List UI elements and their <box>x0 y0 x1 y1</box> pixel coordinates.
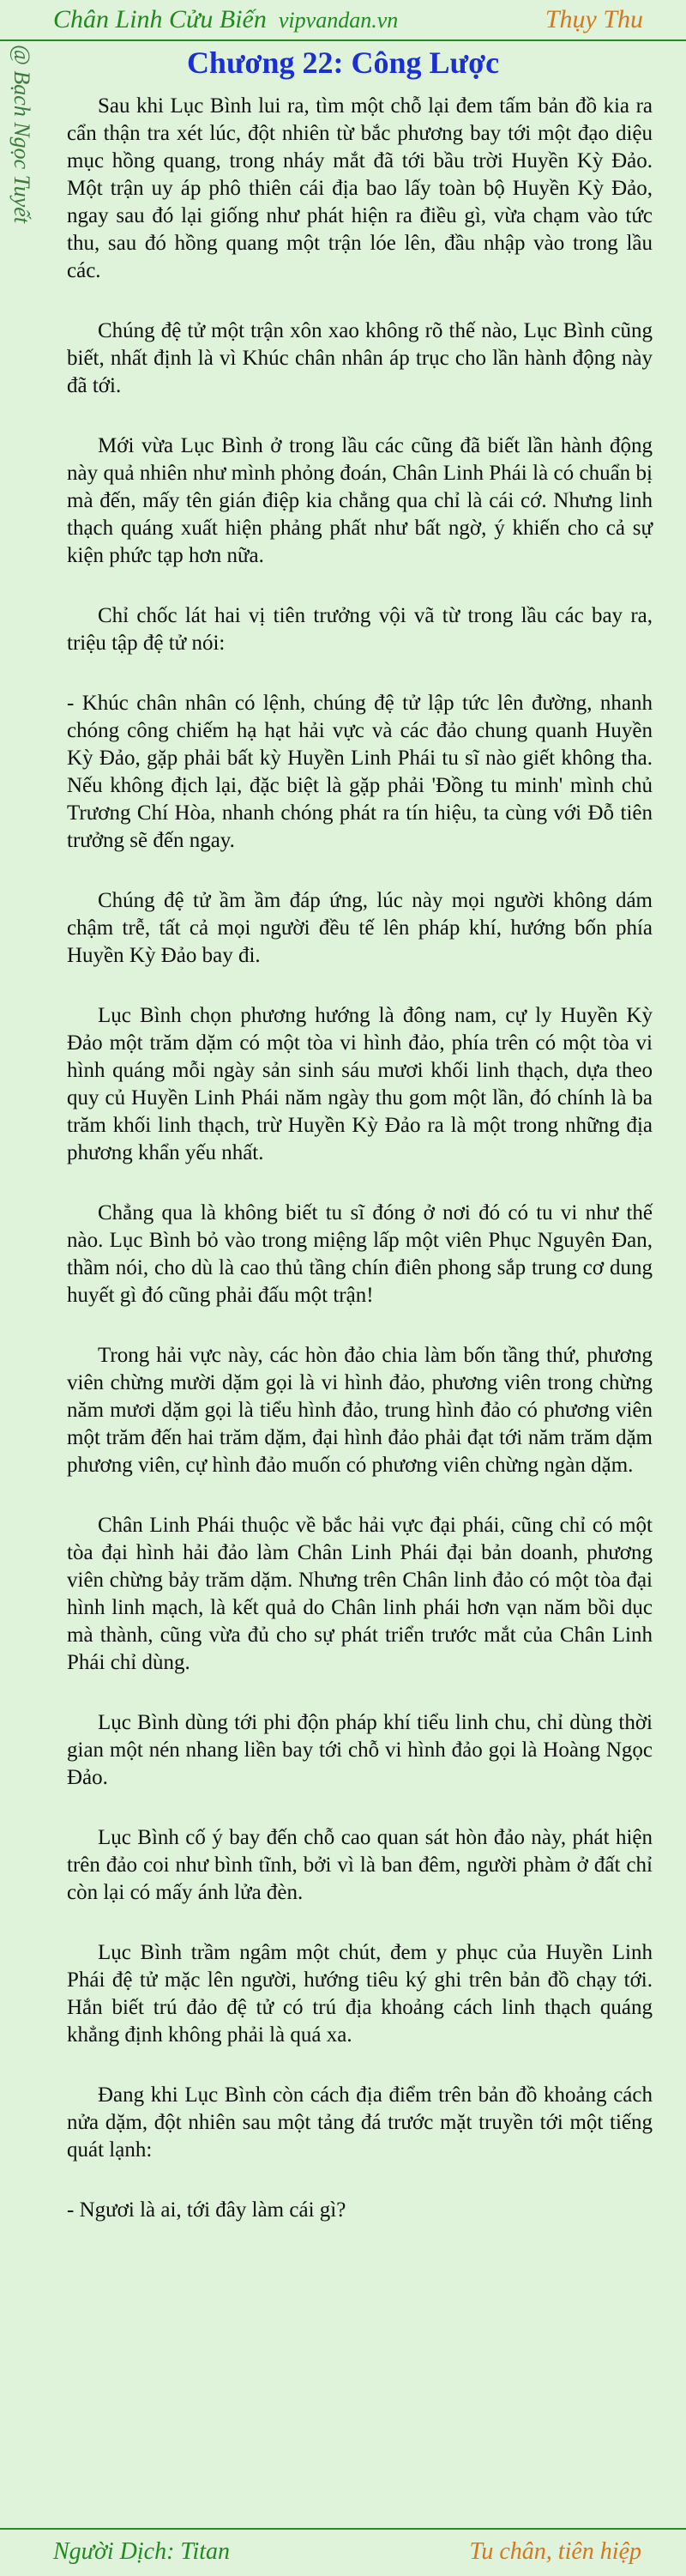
page-footer <box>0 2528 686 2576</box>
dialog-paragraph: - Khúc chân nhân có lệnh, chúng đệ tử lập tức lên đường, nhanh chóng công chiếm hạ hạt hải vực và các đảo chung quanh Huyền Kỳ Đảo, gặp phải bất kỳ Huyền Linh Phái tu sĩ nào giết không tha. Nếu không địch lại, đặc biệt là gặp phải 'Đồng tu minh' mình chủ Trương Chí Hòa, nhanh chóng phát ra tín hiệu, ta cùng với Đỗ tiên trưởng sẽ đến ngay. <box>67 692 653 852</box>
paragraph: Chân Linh Phái thuộc về bắc hải vực đại phái, cũng chỉ có một tòa đại hình hải đảo làm Chân Linh Phái đại bản doanh, phương viên chừng bảy trăm dặm. Nhưng trên Chân linh đảo có một tòa đại hình linh mạch, là kết quả do Chân linh phái hơn vạn năm bồi dục mà thành, cũng vừa đủ cho sự phát triển trước mắt của Chân Linh Phái chỉ dùng. <box>67 1514 653 1674</box>
book-title: Chân Linh Cửu Biến <box>53 5 267 33</box>
paragraph: Mới vừa Lục Bình ở trong lầu các cũng đã biết lần hành động này quả nhiên như mình phỏng đoán, Chân Linh Phái là có chuẩn bị mà đến, mấy tên gián điệp kia chẳng qua chỉ là cái cớ. Nhưng linh thạch quáng xuất hiện phảng phất như bất ngờ, ý khiến cho cả sự kiện phức tạp hơn nữa. <box>67 434 653 567</box>
paragraph: Chỉ chốc lát hai vị tiên trưởng vội vã từ trong lầu các bay ra, triệu tập đệ tử nói: <box>67 604 653 655</box>
chapter-title: Chương 22: Công Lược <box>186 45 500 80</box>
paragraph: Lục Bình chọn phương hướng là đông nam, cự ly Huyền Kỳ Đảo một trăm dặm có một tòa vi hình đảo, phía trên có một tòa vi hình quáng mỗi ngày sản sinh sáu mươi khối linh thạch, dựa theo quy củ Huyền Linh Phái năm ngày thu gom một lần, đó chính là ba trăm khối linh thạch, trừ Huyền Kỳ Đảo ra là một trong những địa phương khẩn yếu nhất. <box>67 1004 653 1164</box>
sidebar <box>3 45 38 2533</box>
paragraph: Chẳng qua là không biết tu sĩ đóng ở nơi đó có tu vi như thế nào. Lục Bình bỏ vào trong miệng lấp một viên Phục Nguyên Đan, thầm nói, cho dù là cao thủ tầng chín điên phong sắp trung cơ dung huyết gì đó cũng phải đấu một trận! <box>67 1201 653 1307</box>
paragraph: Trong hải vực này, các hòn đảo chia làm bốn tầng thứ, phương viên chừng mười dặm gọi là vi hình đảo, phương viên trong chừng năm mươi dặm gọi là tiểu hình đảo, trung hình đảo có phương viên một trăm đến hai trăm dặm, đại hình đảo phải đạt tới năm trăm dặm phương viên, cự hình đảo muốn có phương viên chừng ngàn dặm. <box>67 1344 653 1477</box>
paragraph: Lục Bình cố ý bay đến chỗ cao quan sát hòn đảo này, phát hiện trên đảo coi như bình tĩnh, bởi vì là ban đêm, người phàm ở đất chỉ còn lại có mấy ánh lửa đèn. <box>67 1826 653 1904</box>
genre-label: Tu chân, tiên hiệp <box>469 2538 641 2565</box>
header-left <box>53 5 398 34</box>
paragraph: Sau khi Lục Bình lui ra, tìm một chỗ lại đem tấm bản đồ kia ra cẩn thận tra xét lúc, đột nhiên từ bắc phương bay tới một đạo diệu mục hồng quang, trong nháy mắt đã tới bầu trời Huyền Kỳ Đảo. Một trận uy áp phô thiên cái địa bao lấy toàn bộ Huyền Kỳ Đảo, ngay sau đó lại giống như phát hiện ra điều gì, vừa chạm vào tức thu, sau đó hồng quang một trận lóe lên, đầu nhập vào trong lầu các. <box>67 94 653 282</box>
paragraph: Lục Bình trầm ngâm một chút, đem y phục của Huyền Linh Phái đệ tử mặc lên người, hướng tiêu ký ghi trên bản đồ chạy tới. Hắn biết trú đảo đệ tử có trú địa khoảng cách linh thạch quáng khẳng định không phải là quá xa. <box>67 1941 653 2047</box>
chapter-content <box>67 93 653 2257</box>
paragraph: Chúng đệ tử ầm ầm đáp ứng, lúc này mọi người không dám chậm trễ, tất cả mọi người đều tế lên pháp khí, hướng bốn phía Huyền Kỳ Đảo bay đi. <box>67 889 653 967</box>
paragraph: Chúng đệ tử một trận xôn xao không rõ thế nào, Lục Bình cũng biết, nhất định là vì Khúc chân nhân áp trục cho lần hành động này đã tới. <box>67 319 653 397</box>
page-header <box>0 0 686 41</box>
paragraph: Đang khi Lục Bình còn cách địa điểm trên bản đồ khoảng cách nửa dặm, đột nhiên sau một tảng đá trước mặt truyền tới một tiếng quát lạnh: <box>67 2083 653 2162</box>
translator-credit: Người Dịch: Titan <box>53 2538 231 2565</box>
sidebar-credit: @ Bạch Ngọc Tuyết <box>9 45 34 224</box>
site-name: vipvandan.vn <box>278 8 399 33</box>
author-name: Thụy Thu <box>545 5 643 33</box>
paragraph: Lục Bình dùng tới phi độn pháp khí tiểu linh chu, chỉ dùng thời gian một nén nhang liền bay tới chỗ vi hình đảo gọi là Hoàng Ngọc Đảo. <box>67 1711 653 1789</box>
dialog-paragraph: - Ngươi là ai, tới đây làm cái gì? <box>67 2198 346 2222</box>
